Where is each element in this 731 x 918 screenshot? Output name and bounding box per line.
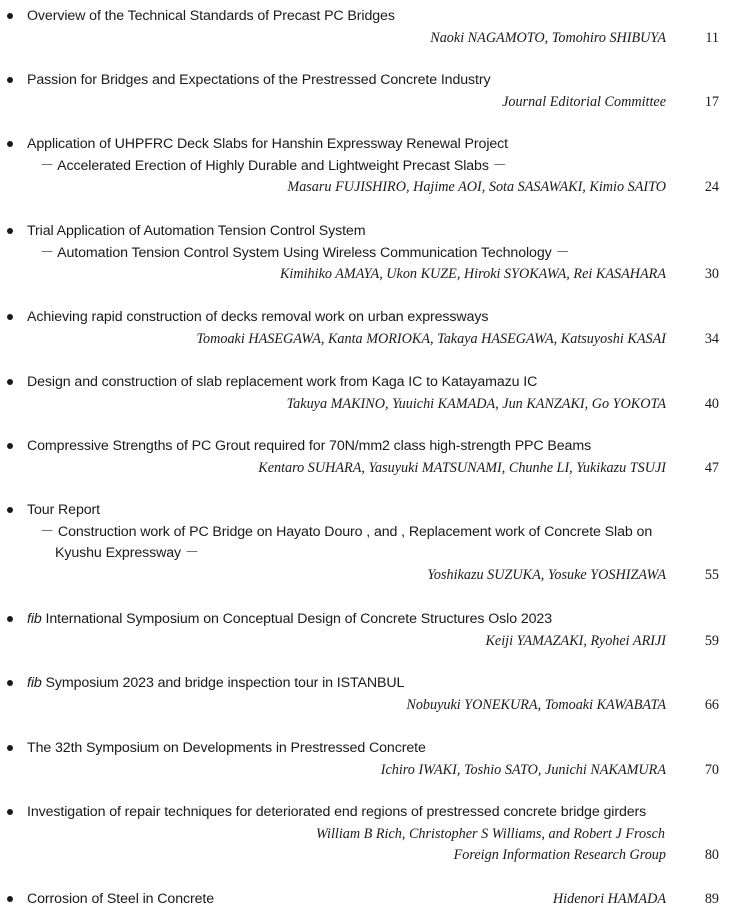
title-text: Compressive Strengths of PC Grout required for 70N/mm2 class high-strength PPC Beams: [27, 438, 592, 454]
entry-authors: Masaru FUJISHIRO, Hajime AOI, Sota SASAWAKI, Kimio SAITO: [287, 179, 666, 196]
title-text: Design and construction of slab replacement work from Kaga IC to Katayamazu IC: [27, 374, 538, 390]
bullet-dot-icon: [7, 616, 13, 622]
research-group: Foreign Information Research Group: [453, 847, 666, 864]
bullet-dot-icon: [7, 379, 13, 385]
title-text: － Automation Tension Control System Using Wireless Communication Technology －: [40, 244, 570, 261]
bullet-dot-icon: [7, 896, 13, 902]
entry-subtitle: [40, 156, 507, 176]
title-text: Corrosion of Steel in Concrete: [27, 891, 215, 907]
entry-subtitle: [40, 243, 570, 263]
entry-title: [27, 70, 491, 90]
entry-title: [27, 372, 537, 392]
fib-prefix: fib: [27, 675, 42, 691]
title-text: Achieving rapid construction of decks removal work on urban expressways: [27, 309, 489, 325]
entry-title: [27, 673, 404, 693]
title-text: Symposium 2023 and bridge inspection tour in ISTANBUL: [41, 675, 405, 691]
fib-prefix: fib: [27, 611, 42, 627]
title-text: Application of UHPFRC Deck Slabs for Hanshin Expressway Renewal Project: [27, 136, 508, 152]
page-number: 30: [704, 266, 719, 283]
bullet-dot-icon: [7, 443, 13, 449]
entry-title: [27, 134, 508, 154]
entry-title: [27, 500, 100, 520]
bullet-dot-icon: [7, 77, 13, 83]
entry-title: [27, 738, 426, 758]
title-text: Investigation of repair techniques for deteriorated end regions of prestressed concrete bridge girders: [27, 804, 647, 820]
entry-title: [27, 609, 552, 629]
entry-title: [27, 307, 488, 327]
entry-title: [27, 221, 365, 241]
title-text: Passion for Bridges and Expectations of the Prestressed Concrete Industry: [27, 72, 491, 88]
entry-title: [27, 6, 395, 26]
page-number: 34: [704, 330, 719, 347]
page-number: 24: [704, 179, 719, 196]
page-number: 66: [704, 696, 719, 713]
entry-subtitle: [55, 543, 199, 563]
entry-authors: Hidenori HAMADA: [552, 891, 666, 907]
page-number: 80: [704, 847, 719, 864]
entry-authors: Takuya MAKINO, Yuuichi KAMADA, Jun KANZAKI, Go YOKOTA: [286, 395, 666, 412]
title-text: Overview of the Technical Standards of Precast PC Bridges: [27, 8, 395, 24]
title-text: The 32th Symposium on Developments in Prestressed Concrete: [27, 740, 426, 756]
entry-subtitle: [40, 522, 652, 542]
entry-authors: Kentaro SUHARA, Yasuyuki MATSUNAMI, Chunhe LI, Yukikazu TSUJI: [258, 459, 666, 476]
bullet-dot-icon: [7, 745, 13, 751]
page-number: 55: [704, 566, 719, 583]
page-number: 17: [704, 93, 719, 110]
page-number: 47: [704, 459, 719, 476]
page-number: 70: [704, 761, 719, 778]
bullet-dot-icon: [7, 680, 13, 686]
bullet-dot-icon: [7, 314, 13, 320]
page-number: 59: [704, 632, 719, 649]
entry-title: [27, 436, 591, 456]
page-number: 89: [704, 891, 719, 907]
entry-authors: Ichiro IWAKI, Toshio SATO, Junichi NAKAMURA: [380, 761, 666, 778]
page-number: 40: [704, 395, 719, 412]
title-text: Tour Report: [27, 502, 101, 518]
entry-title: [27, 889, 214, 909]
entry-authors: Journal Editorial Committee: [502, 93, 666, 110]
entry-authors: Tomoaki HASEGAWA, Kanta MORIOKA, Takaya HASEGAWA, Katsuyoshi KASAI: [196, 330, 666, 347]
entry-authors: Keiji YAMAZAKI, Ryohei ARIJI: [485, 632, 666, 649]
entry-authors: Kimihiko AMAYA, Ukon KUZE, Hiroki SYOKAWA, Rei KASAHARA: [279, 266, 666, 283]
bullet-dot-icon: [7, 13, 13, 19]
title-text: International Symposium on Conceptual Design of Concrete Structures Oslo 2023: [41, 611, 553, 627]
bullet-dot-icon: [7, 507, 13, 513]
bullet-dot-icon: [7, 228, 13, 234]
page-number: 11: [705, 29, 719, 46]
bullet-dot-icon: [7, 809, 13, 815]
title-text: － Construction work of PC Bridge on Hayato Douro , and , Replacement work of Concrete Slab on: [40, 523, 653, 540]
entry-authors: William B Rich, Christopher S Williams, and Robert J Frosch: [315, 825, 665, 842]
entry-authors: Yoshikazu SUZUKA, Yosuke YOSHIZAWA: [427, 566, 666, 583]
entry-authors: Nobuyuki YONEKURA, Tomoaki KAWABATA: [406, 696, 666, 713]
title-text: Trial Application of Automation Tension Control System: [27, 223, 366, 239]
bullet-dot-icon: [7, 141, 13, 147]
title-text: Kyushu Expressway －: [55, 545, 199, 562]
entry-authors: Naoki NAGAMOTO, Tomohiro SHIBUYA: [430, 29, 666, 46]
entry-title: [27, 802, 646, 822]
title-text: － Accelerated Erection of Highly Durable and Lightweight Precast Slabs －: [40, 157, 507, 174]
